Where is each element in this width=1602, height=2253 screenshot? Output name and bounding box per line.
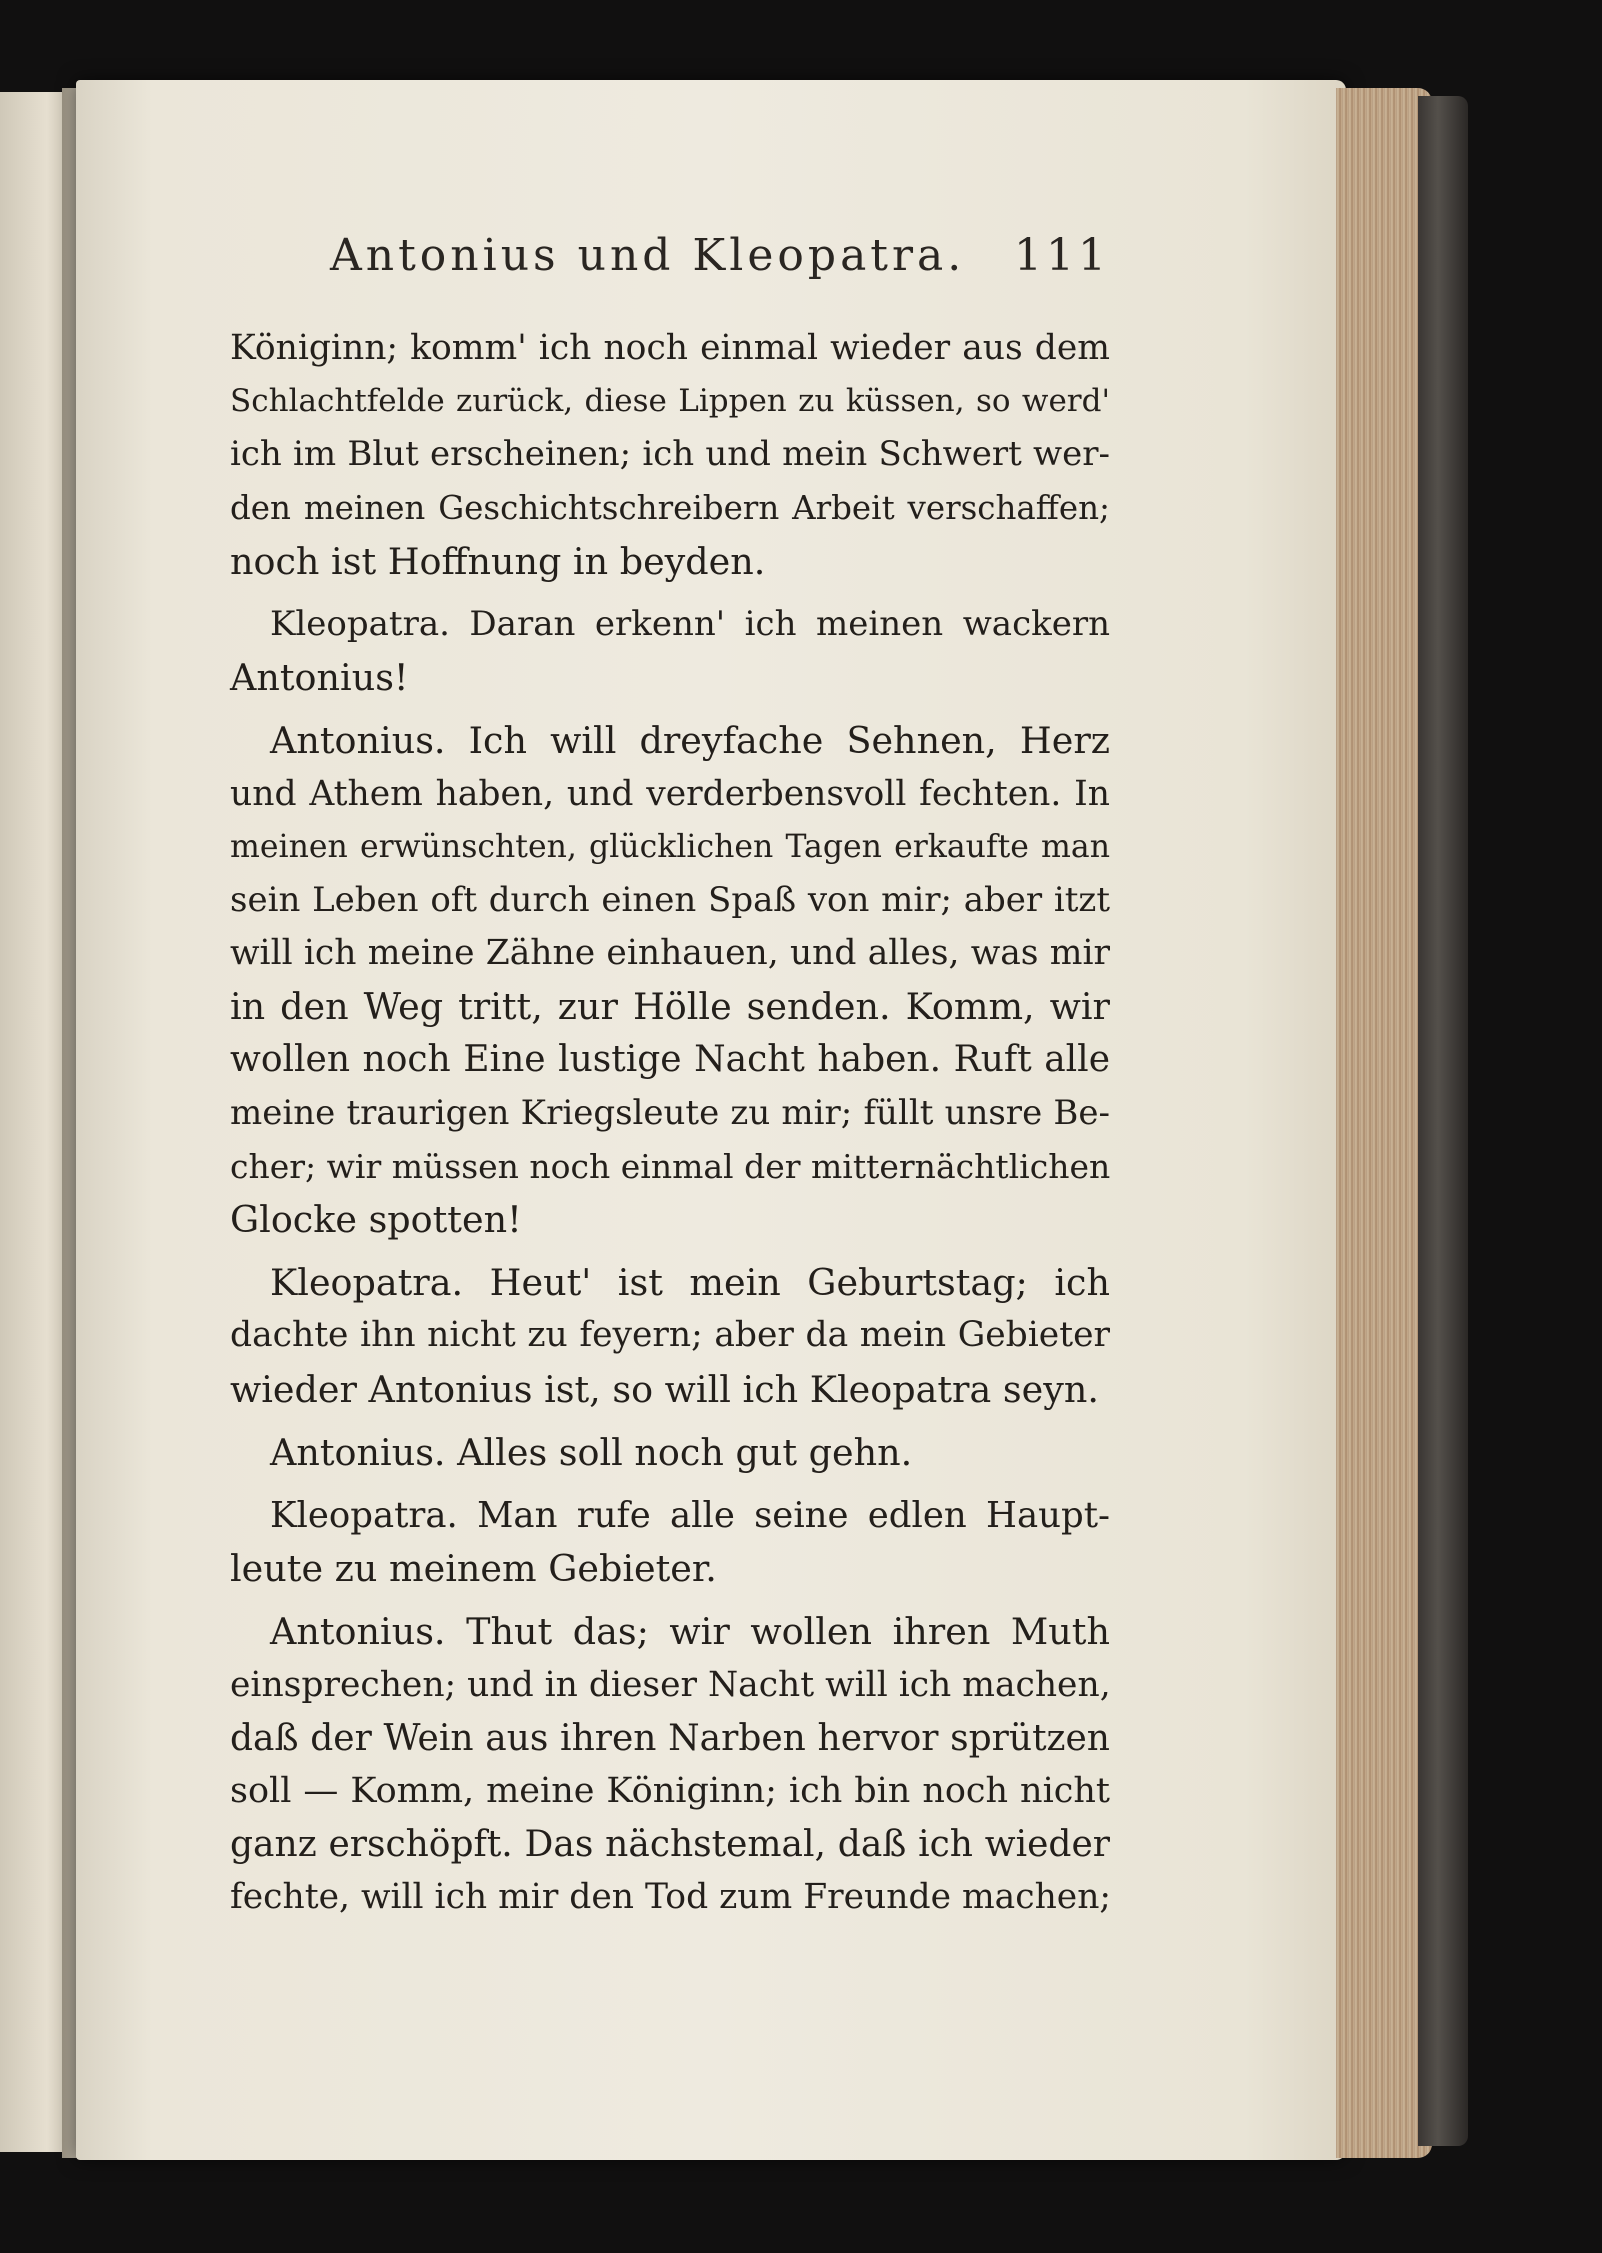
text-line: ich im Blut erscheinen; ich und mein Schwert wer-	[230, 434, 1110, 475]
text-line: dachte ihn nicht zu feyern; aber da mein Gebieter	[230, 1315, 1110, 1356]
text-line: in den Weg tritt, zur Hölle senden. Komm, wir	[230, 985, 1110, 1029]
text-line: sein Leben oft durch einen Spaß von mir; aber itzt	[230, 879, 1110, 920]
text-line: meine traurigen Kriegsleute zu mir; füllt unsre Be-	[230, 1092, 1110, 1133]
text-line: Schlachtfelde zurück, diese Lippen zu küssen, so werd'	[230, 383, 1110, 420]
paragraph	[230, 1256, 1110, 1416]
page-number: 111	[1014, 230, 1110, 281]
paragraph	[230, 598, 1110, 704]
text-line: einsprechen; und in dieser Nacht will ich machen,	[230, 1664, 1111, 1705]
running-title: Antonius und Kleopatra.	[330, 230, 966, 281]
speaker-line: Antonius. Ich will dreyfache Sehnen, Herz	[270, 719, 1110, 763]
text-line: wollen noch Eine lustige Nacht haben. Ruft alle	[230, 1039, 1110, 1081]
body-text	[230, 322, 1110, 1924]
text-line: noch ist Hoffnung in beyden.	[230, 539, 766, 583]
paragraph	[230, 322, 1110, 588]
speaker-line: Antonius. Alles soll noch gut gehn.	[270, 1430, 913, 1474]
speaker-line: Kleopatra. Heut' ist mein Geburtstag; ich	[270, 1261, 1110, 1305]
text-line: daß der Wein aus ihren Narben hervor sprützen	[230, 1717, 1110, 1759]
paragraph	[230, 1605, 1110, 1924]
text-line: meinen erwünschten, glücklichen Tagen erkaufte man	[230, 828, 1110, 865]
text-line: leute zu meinem Gebieter.	[230, 1547, 717, 1591]
running-head	[330, 230, 1110, 290]
text-line: will ich meine Zähne einhauen, und alles, was mir	[230, 933, 1110, 974]
book-cover-edge	[1418, 96, 1468, 2146]
text-line: ganz erschöpft. Das nächstemal, daß ich wieder	[230, 1824, 1110, 1866]
speaker-line: Kleopatra. Man rufe alle seine edlen Haupt-	[270, 1494, 1110, 1536]
text-line: und Athem haben, und verderbensvoll fechten. In	[230, 773, 1110, 814]
paragraph	[230, 1426, 1110, 1479]
speaker-line: Antonius. Thut das; wir wollen ihren Muth	[270, 1610, 1110, 1654]
paragraph	[230, 1489, 1110, 1595]
text-line: fechte, will ich mir den Tod zum Freunde machen;	[230, 1877, 1112, 1918]
text-line: wieder Antonius ist, so will ich Kleopatra seyn.	[230, 1367, 1099, 1411]
text-line: Glocke spotten!	[230, 1198, 522, 1241]
speaker-line: Kleopatra. Daran erkenn' ich meinen wackern	[270, 603, 1110, 644]
text-line: Antonius!	[230, 656, 409, 700]
paragraph	[230, 714, 1110, 1246]
text-line: soll — Komm, meine Königinn; ich bin noch nicht	[230, 1770, 1110, 1811]
text-line: den meinen Geschichtschreibern Arbeit verschaffen;	[230, 488, 1110, 527]
text-line: Königinn; komm' ich noch einmal wieder aus dem	[230, 328, 1110, 368]
text-line: cher; wir müssen noch einmal der mitternächtlichen	[230, 1146, 1111, 1186]
